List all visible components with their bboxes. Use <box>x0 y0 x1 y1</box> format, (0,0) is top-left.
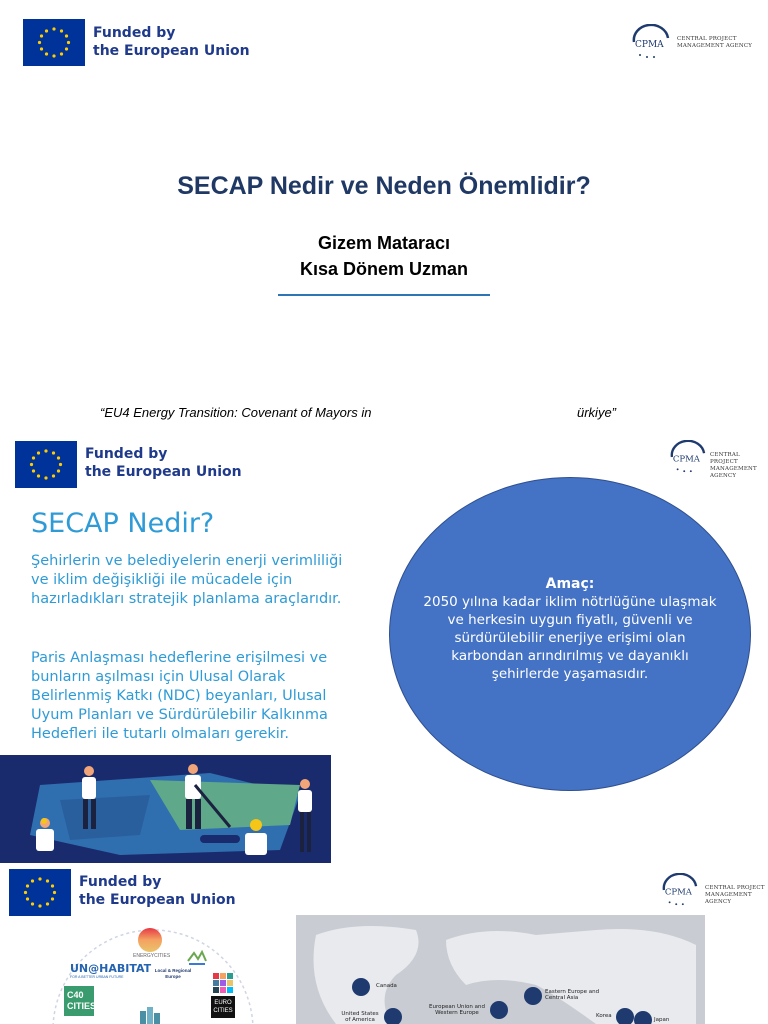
eu-flag-icon <box>23 19 85 66</box>
map-label-eu-west: European Union and Western Europe <box>429 1004 485 1016</box>
eu-funding-label <box>79 874 236 909</box>
map-marker <box>616 1008 634 1024</box>
cpma-label <box>705 885 768 906</box>
goal-heading: Amaç: <box>545 575 595 592</box>
cpma-logo-icon <box>660 873 700 909</box>
project-footer-right: ürkiye” <box>577 405 617 420</box>
map-label-japan: Japan <box>654 1017 670 1023</box>
cpma-abbr: CPMA <box>635 40 664 50</box>
cpma-label <box>710 452 768 481</box>
paris-alignment-text: Paris Anlaşması hedeflerine erişilmesi ve bunların aşılması için Ulusal Olarak Belirlenmiş Katkı (NDC) beyanları, Ulusal Uyum Planları ve Sürdürülebilir Kalkınma Hedefleri ile tutarlı olmaları gerekir. <box>31 650 328 742</box>
cpma-line2: MANAGEMENT AGENCY <box>710 466 757 480</box>
c40-logo <box>64 986 97 1016</box>
project-footer-left: “EU4 Energy Transition: Covenant of Mayors in <box>100 405 372 420</box>
eu-funding-label <box>93 25 250 60</box>
cpma-abbr: CPMA <box>672 454 700 465</box>
un-habitat-label: UN@HABITAT <box>70 962 152 975</box>
cor-logo-icon <box>186 949 208 967</box>
cpma-abbr: CPMA <box>664 887 692 898</box>
eurocities-icon <box>212 972 234 994</box>
eu-funding-line1: Funded by <box>79 874 162 890</box>
cpma-line2: MANAGEMENT AGENCY <box>677 43 753 50</box>
map-label-usa: United States of America <box>341 1011 379 1023</box>
eu-funding-label <box>85 446 242 481</box>
energy-cities-label: ENERGYCITIES <box>133 953 171 959</box>
eu-funding-line1: Funded by <box>85 446 168 462</box>
eu-funding-line2: the European Union <box>93 42 250 59</box>
world-map <box>296 915 705 1024</box>
c40-line1: C40 <box>67 990 84 1000</box>
buildings-icon <box>138 1005 162 1024</box>
partner-logos <box>38 920 268 1024</box>
eu-funding-line1: Funded by <box>93 25 176 41</box>
slide1-author <box>0 230 768 282</box>
local-regional-label: Local & Regional Europe <box>154 968 192 979</box>
cpma-line1: CENTRAL PROJECT <box>710 452 740 466</box>
eurocities-line2: CITIES <box>213 1008 233 1014</box>
map-marker <box>490 1001 508 1019</box>
cpma-line2: MANAGEMENT AGENCY <box>705 892 752 906</box>
cpma-logo-icon <box>630 24 672 60</box>
cpma-label <box>677 36 752 50</box>
eu-funding-line2: the European Union <box>79 891 236 908</box>
author-name: Gizem Mataracı <box>317 233 451 253</box>
map-marker <box>352 978 370 996</box>
eu-flag-icon <box>9 869 71 916</box>
eurocities-line1: EURO <box>214 1000 232 1006</box>
slide2-title: SECAP Nedir? <box>31 508 215 539</box>
goal-body: 2050 yılına kadar iklim nötrlüğüne ulaşmak ve herkesin uygun fiyatlı, güvenli ve sürdürülebilir enerjiye erişimi olan karbondan arındırılmış ve dayanıklı şehirlerde yaşamasıdır. <box>423 593 717 682</box>
goal-circle <box>389 477 751 791</box>
workers-illustration <box>0 755 331 863</box>
map-marker <box>634 1011 652 1024</box>
map-label-east-europe: Eastern Europe and Central Asia <box>545 989 600 1001</box>
secap-definition: Şehirlerin ve belediyelerin enerji verimliliği ve iklim değişikliği ile mücadele için hazırladıkları stratejik planlama araçlarıdır. <box>31 553 343 607</box>
map-marker <box>384 1008 402 1024</box>
c40-line2: CITIES <box>67 1001 97 1011</box>
cpma-logo-icon <box>668 440 708 476</box>
cpma-line1: CENTRAL PROJECT <box>705 885 765 891</box>
eu-flag-icon <box>15 441 77 488</box>
energy-cities-icon <box>138 928 162 952</box>
title-divider <box>278 294 490 296</box>
author-role: Kısa Dönem Uzman <box>299 259 469 279</box>
map-label-canada: Canada <box>376 983 397 989</box>
cpma-line1: CENTRAL PROJECT <box>677 36 737 42</box>
eurocities-logo <box>211 996 235 1018</box>
map-label-korea: Korea <box>596 1013 612 1019</box>
map-marker <box>524 987 542 1005</box>
eu-funding-line2: the European Union <box>85 463 242 480</box>
un-habitat-sub: FOR A BETTER URBAN FUTURE <box>70 975 124 979</box>
slide1-title: SECAP Nedir ve Neden Önemlidir? <box>177 172 591 200</box>
